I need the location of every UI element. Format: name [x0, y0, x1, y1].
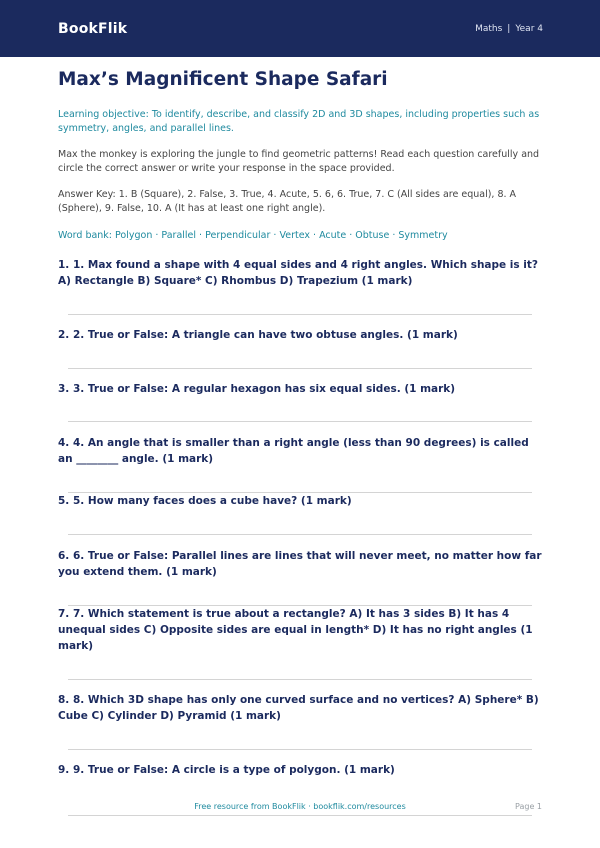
answer-line-1[interactable] [68, 289, 532, 315]
subject-label [475, 24, 543, 34]
year-level: Year 4 [515, 23, 543, 34]
answer-line-5[interactable] [68, 509, 532, 535]
brand-logo: BookFlik [58, 20, 128, 37]
question-8: 8. 8. Which 3D shape has only one curved surface and no vertices? A) Sphere* B) Cube C) Cylinder D) Pyramid (1 mark) [58, 694, 539, 722]
question-2: 2. 2. True or False: A triangle can have two obtuse angles. (1 mark) [58, 329, 458, 341]
answer-line-6[interactable] [68, 580, 532, 606]
answer-line-2[interactable] [68, 343, 532, 369]
footer-credit: Free resource from BookFlik · bookflik.com/resources [194, 802, 406, 811]
word-bank: Word bank: Polygon · Parallel · Perpendicular · Vertex · Acute · Obtuse · Symmetry [58, 230, 448, 241]
learning-objective: Learning objective: To identify, describe, and classify 2D and 3D shapes, including properties such as symmetry, angles, and parallel lines. [58, 109, 540, 134]
intro-text: Max the monkey is exploring the jungle to find geometric patterns! Read each question carefully and circle the correct answer or write your response in the space provided. [58, 149, 540, 174]
question-4: 4. 4. An angle that is smaller than a right angle (less than 90 degrees) is called an ________ angle. (1 mark) [58, 437, 529, 465]
page-footer [0, 802, 600, 814]
answer-line-3[interactable] [68, 397, 532, 422]
answer-line-4[interactable] [68, 467, 532, 493]
header-bar [0, 0, 600, 57]
question-3: 3. 3. True or False: A regular hexagon has six equal sides. (1 mark) [58, 383, 456, 395]
page-title: Max’s Magnificent Shape Safari [58, 69, 388, 90]
question-9: 9. 9. True or False: A circle is a type of polygon. (1 mark) [58, 764, 395, 776]
subject-name: Maths [475, 23, 503, 34]
answer-line-8[interactable] [68, 724, 532, 750]
answer-line-7[interactable] [68, 654, 532, 680]
worksheet-content [0, 68, 600, 816]
question-6: 6. 6. True or False: Parallel lines are lines that will never meet, no matter how far you extend them. (1 mark) [58, 550, 542, 578]
answer-key: Answer Key: 1. B (Square), 2. False, 3. True, 4. Acute, 5. 6, 6. True, 7. C (All sides are equal), 8. A (Sphere), 9. False, 10. A (It has at least one right angle). [58, 189, 517, 214]
question-list [58, 257, 542, 816]
question-7: 7. 7. Which statement is true about a rectangle? A) It has 3 sides B) It has 4 unequal sides C) Opposite sides are equal in length* D) It has no right angles (1 mark) [58, 608, 533, 652]
separator: | [507, 23, 511, 34]
question-1: 1. 1. Max found a shape with 4 equal sides and 4 right angles. Which shape is it? A) Rectangle B) Square* C) Rhombus D) Trapezium (1 mark) [58, 259, 539, 287]
question-5: 5. 5. How many faces does a cube have? (1 mark) [58, 495, 352, 507]
page-number: Page 1 [515, 802, 542, 811]
